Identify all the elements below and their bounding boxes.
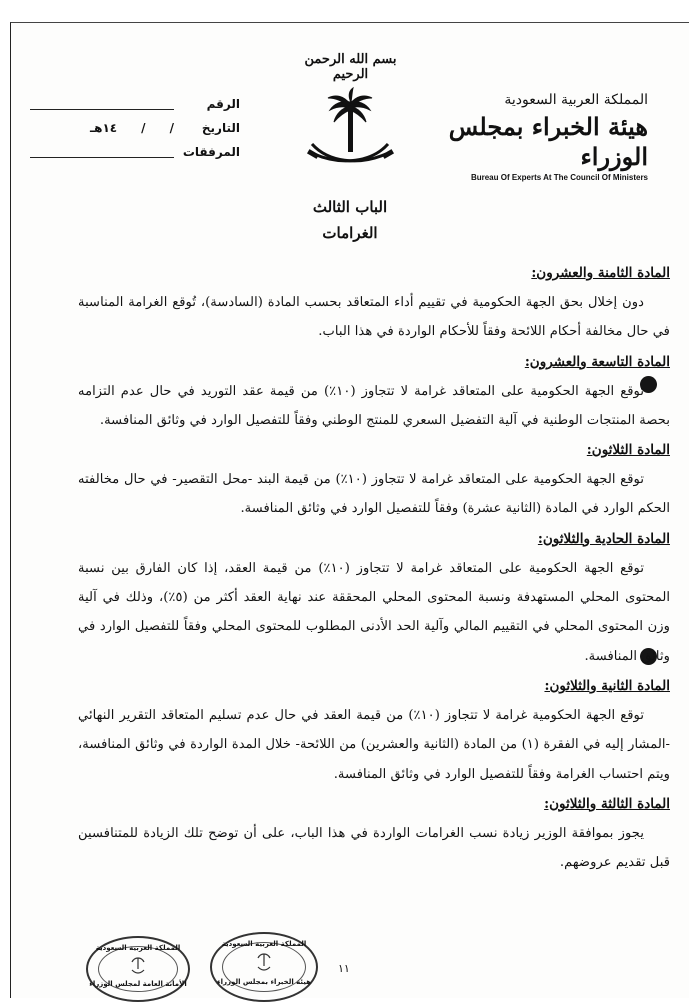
articles-body	[78, 258, 670, 877]
article-title: المادة الحادية والثلاثون:	[537, 530, 670, 547]
ref-line	[30, 99, 174, 110]
article-title: المادة الثالثة والثلاثون:	[544, 795, 670, 812]
palm-swords-icon	[298, 82, 403, 182]
saudi-emblem	[298, 52, 403, 172]
article-28	[78, 258, 670, 347]
article-title: المادة الثامنة والعشرون:	[531, 265, 670, 281]
stamp-inner-text: هيئة الخبراء بمجلس الوزراء	[217, 978, 311, 986]
palm-swords-icon	[256, 952, 272, 974]
article-text: يجوز بموافقة الوزير زيادة نسب الغرامات الواردة في هذا الباب، على أن توضح تلك الزيادة للمتنافسين قبل تقديم عروضهم.	[78, 825, 670, 871]
article-33	[78, 789, 670, 878]
palm-swords-icon	[130, 956, 146, 976]
date-row	[30, 116, 240, 140]
reference-fields	[30, 92, 240, 164]
attachments-line	[30, 147, 174, 158]
basmala: بسم الله الرحمن الرحيم	[304, 52, 397, 82]
ref-label: الرقم	[206, 97, 240, 111]
section-title: الغرامات	[322, 224, 378, 242]
bureau-name-english: Bureau Of Experts At The Council Of Ministers	[470, 173, 648, 182]
page-number: ١١	[338, 962, 350, 975]
date-year: ١٤هـ	[90, 121, 118, 135]
attachments-label: المرفقات	[182, 145, 240, 159]
article-title: المادة الثلاثون:	[586, 442, 670, 459]
official-stamp-left	[86, 936, 190, 1002]
date-sep-2: /	[141, 121, 146, 135]
official-stamp-right	[210, 932, 318, 1002]
article-text: توقع الجهة الحكومية غرامة لا تتجاوز (١٠٪) من قيمة العقد في حال عدم تسليم المتعاقد التقرير النهائي -المشار إليه في الفقرة (١) من المادة (الثانية والعشرين) من اللائحة- خلال المدة الواردة في وثائق المنافسة، ويتم احتساب الغرامة وفقاً للتفصيل الوارد في وثائق المنافسة.	[78, 707, 671, 782]
article-31	[78, 524, 670, 671]
article-29	[78, 347, 670, 436]
article-text: دون إخلال بحق الجهة الحكومية في تقييم أداء المتعاقد بحسب المادة (السادسة)، تُوقع الغرامة المناسبة في حال مخالفة أحكام اللائحة وفقاً للأحكام الواردة في هذا الباب.	[78, 295, 670, 340]
article-title: المادة التاسعة والعشرون:	[524, 353, 670, 370]
article-title: المادة الثانية والثلاثون:	[544, 677, 670, 694]
article-30	[78, 435, 670, 524]
stamp-text: المملكة العربية السعودية	[95, 944, 181, 952]
kingdom-name: المملكة العربية السعودية	[504, 92, 648, 108]
organization-header	[448, 92, 648, 182]
date-sep-1: /	[169, 121, 174, 135]
article-text: توقع الجهة الحكومية على المتعاقد غرامة لا تتجاوز (١٠٪) من قيمة عقد التوريد في حال عدم التزامه بحصة المنتجات الوطنية في آلية التفضيل السعري للمنتج الوطني وفقاً للتفصيل الوارد في وثائق المنافسة.	[78, 383, 670, 428]
article-text: توقع الجهة الحكومية على المتعاقد غرامة لا تتجاوز (١٠٪) من قيمة العقد، إذا كان الفارق بين نسبة المحتوى المحلي المستهدفة ونسبة المحتوى المحلي المحققة عند نهاية العقد أكثر من (٥٪)، وذلك في آلية وزن المحتوى المحلي في التقييم المالي وآلية الحد الأدنى المطلوب للمحتوى المحلي وفقاً للتفصيل الوارد في وثائق المنافسة.	[78, 560, 671, 664]
article-text: توقع الجهة الحكومية على المتعاقد غرامة لا تتجاوز (١٠٪) من قيمة البند -محل التقصير- في حال مخالفته الحكم الوارد في المادة (الثانية عشرة) وفقاً للتفصيل الوارد في وثائق المنافسة.	[78, 472, 670, 517]
stamp-inner-text: الأمانة العامة لمجلس الوزراء	[89, 980, 187, 988]
stamp-text: المملكة العربية السعودية	[221, 940, 307, 948]
bureau-name-arabic: هيئة الخبراء بمجلس الوزراء	[448, 112, 648, 171]
attachments-row	[30, 140, 240, 164]
article-32	[78, 671, 670, 789]
date-label: التاريخ	[201, 121, 240, 135]
chapter-title: الباب الثالث	[312, 198, 388, 216]
ref-number-row	[30, 92, 240, 116]
date-value	[30, 121, 178, 135]
